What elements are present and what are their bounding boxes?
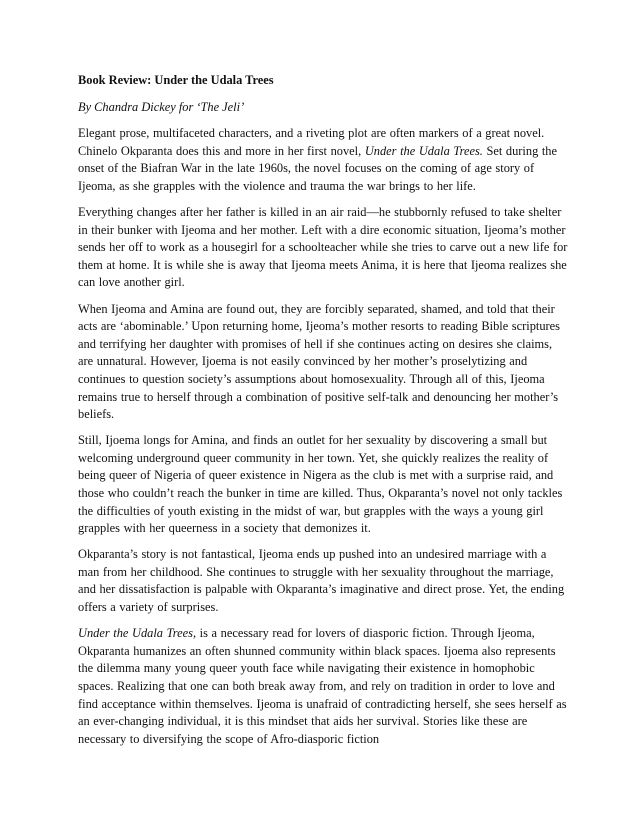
review-title: Book Review: Under the Udala Trees <box>78 73 274 87</box>
paragraph-1-book-title: Under the Udala Trees. <box>364 143 483 158</box>
paragraph-5-text: Okparanta’s story is not fantastical, Ijeoma ends up pushed into an undesired marriage with a man from her childhood. She continues to struggle with her sexuality throughout the marriage, and her dissatisfaction is palpable with Okparanta’s imaginative and direct prose. Yet, the ending offers a variety of surprises. <box>78 547 565 615</box>
paragraph-6 <box>78 625 568 748</box>
paragraph-2-text: Everything changes after her father is killed in an air raid—he stubbornly refused to take shelter in their bunker with Ijeoma and her mother. Left with a dire economic situation, Ijeoma’s mother sends her off to work as a housegirl for a schoolteacher while she tries to carve out a new life for them at home. It is while she is away that Ijeoma meets Anima, it is here that Ijeoma realizes she can love another girl. <box>78 205 568 290</box>
paragraph-1-text-after: Set during the onset of the Biafran War in the late 1960s, the novel focuses on the coming of age story of Ijeoma, as she grapples with the violence and trauma the war brings to her life. <box>78 143 558 193</box>
paragraph-4 <box>78 432 568 538</box>
document-page <box>78 72 568 757</box>
paragraph-3 <box>78 301 568 424</box>
review-byline: By Chandra Dickey for ‘The Jeli’ <box>78 99 245 114</box>
paragraph-2 <box>78 204 568 292</box>
paragraph-4-text: Still, Ijoema longs for Amina, and finds an outlet for her sexuality by discovering a small but welcoming underground queer community in her town. Yet, she quickly realizes the reality of being queer of Nigeria of queer existence in Nigera as the club is met with a surprise raid, and those who couldn’t reach the bunker in time are killed. Thus, Okparanta’s novel not only tackles the difficulties of youth existing in the midst of war, but grapples with the ways a young girl grapples with her queerness in a society that demonizes it. <box>78 433 563 536</box>
paragraph-5 <box>78 546 568 616</box>
paragraph-6-text: is a necessary read for lovers of diasporic fiction. Through Ijeoma, Okparanta humanizes an often shunned community within black spaces. Ijoema also represents the dilemma many young queer youth face while navigating their existence in homophobic spaces. Realizing that one can both break away from, and rely on tradition in order to love and find acceptance within themselves. Ijeoma is unafraid of contradicting herself, she sees herself as an ever-changing individual, it is this mindset that aids her survival. Stories like these are necessary to diversifying the scope of Afro-diasporic fiction <box>78 626 567 746</box>
paragraph-1-text: Elegant prose, multifaceted characters, and a riveting plot are often markers of a great novel. Chinelo Okparanta does this and more in her first novel, <box>78 126 545 158</box>
paragraph-6-book-title: Under the Udala Trees, <box>78 626 197 641</box>
paragraph-3-text: When Ijeoma and Amina are found out, they are forcibly separated, shamed, and told that their acts are ‘abominable.’ Upon returning home, Ijeoma’s mother resorts to reading Bible scriptures and terrifying her daughter with promises of hell if she continues acting on desires she claims, are unnatural. However, Ijoema is not easily convinced by her mother’s proselytizing and continues to question society’s assumptions about homosexuality. Through all of this, Ijeoma remains true to herself through a combination of positive self-talk and denouncing her mother’s beliefs. <box>78 301 560 422</box>
paragraph-1 <box>78 125 568 195</box>
